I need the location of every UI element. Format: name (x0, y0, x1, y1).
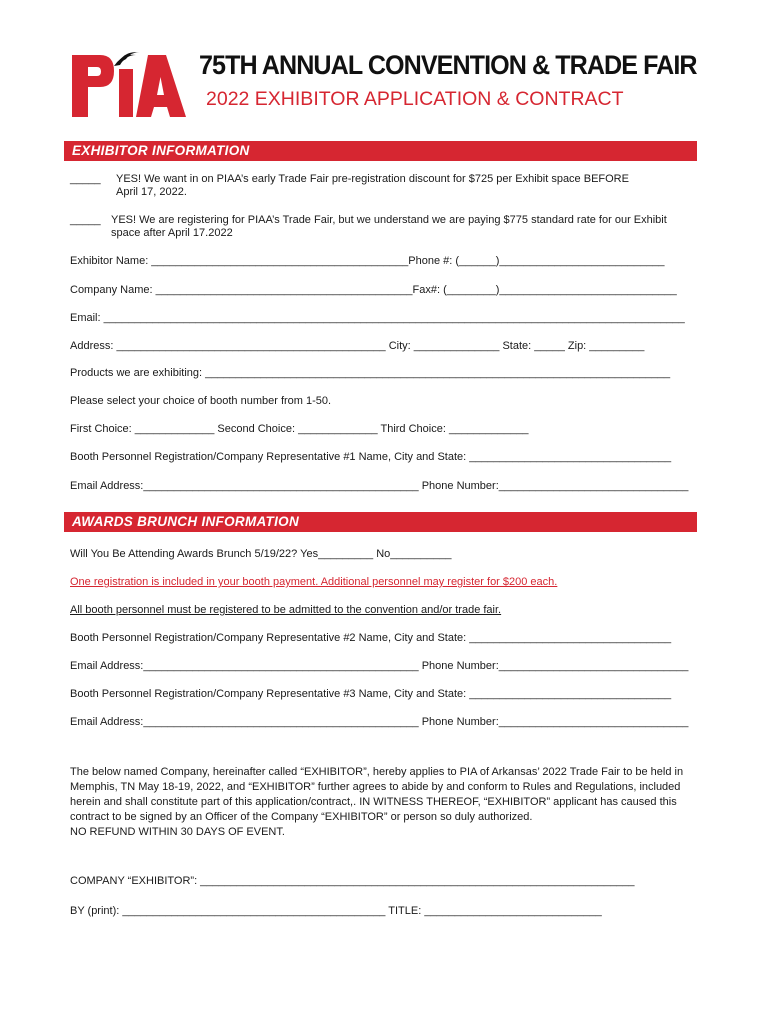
company-name-field[interactable]: Company Name: __________________________________________Fax#: (________)_____________________________ (70, 284, 677, 296)
products-field[interactable]: Products we are exhibiting: ____________________________________________________________________________ (70, 367, 671, 379)
exhibitor-name-field[interactable]: Exhibitor Name: __________________________________________Phone #: (______)___________________________ (70, 255, 665, 267)
rep1-email-phone-field[interactable]: Email Address:_____________________________________________ Phone Number:_______________________________ (70, 480, 689, 492)
contract-text-line4: contract to be signed by an Officer of the Company “EXHIBITOR” or person so duly authorized. (70, 811, 533, 823)
booth-select-instruction: Please select your choice of booth number from 1-50. (70, 395, 332, 407)
brunch-attending-field[interactable]: Will You Be Attending Awards Brunch 5/19/22? Yes_________ No__________ (70, 548, 452, 560)
option2-checkbox-blank[interactable]: _____ (70, 214, 101, 226)
by-print-title-field[interactable]: BY (print): ___________________________________________ TITLE: _____________________________ (70, 905, 602, 917)
page-title: 75TH ANNUAL CONVENTION & TRADE FAIR (199, 50, 697, 80)
personnel-note: All booth personnel must be registered to be admitted to the convention and/or trade fair. (70, 604, 502, 616)
refund-notice: NO REFUND WITHIN 30 DAYS OF EVENT. (70, 826, 285, 838)
rep1-name-field[interactable]: Booth Personnel Registration/Company Representative #1 Name, City and State: _________________________________ (70, 451, 672, 463)
option2-text-line2: space after April 17.2022 (111, 227, 233, 239)
booth-choices-field[interactable]: First Choice: _____________ Second Choice: _____________ Third Choice: _____________ (70, 423, 529, 435)
rep3-name-field[interactable]: Booth Personnel Registration/Company Representative #3 Name, City and State: _________________________________ (70, 688, 672, 700)
pia-logo (70, 47, 188, 120)
address-field[interactable]: Address: ____________________________________________ City: ______________ State: _____ Zip: _________ (70, 340, 645, 352)
option2-text-line1: YES! We are registering for PIAA’s Trade Fair, but we understand we are paying $775 standard rate for our Exhibit (111, 214, 667, 226)
option1-text-line1: YES! We want in on PIAA’s early Trade Fair pre-registration discount for $725 per Exhibit space BEFORE (116, 173, 629, 185)
contract-text-line3: herein and shall constitute part of this application/contract,. IN WITNESS THEREOF, “EXHIBITOR” applicant has caused this (70, 796, 677, 808)
contract-text-line1: The below named Company, hereinafter called “EXHIBITOR”, hereby applies to PIA of Arkansas’ 2022 Trade Fair to be held in (70, 766, 684, 778)
page-subtitle: 2022 EXHIBITOR APPLICATION & CONTRACT (206, 88, 624, 110)
option1-text-line2: April 17, 2022. (116, 186, 187, 198)
company-exhibitor-field[interactable]: COMPANY “EXHIBITOR”: _______________________________________________________________________ (70, 875, 635, 887)
section-header-exhibitor: EXHIBITOR INFORMATION (64, 141, 697, 161)
section-header-awards: AWARDS BRUNCH INFORMATION (64, 512, 697, 532)
registration-note: One registration is included in your booth payment. Additional personnel may register for $200 each. (70, 576, 558, 588)
rep2-email-phone-field[interactable]: Email Address:_____________________________________________ Phone Number:_______________________________ (70, 660, 689, 672)
email-field[interactable]: Email: _______________________________________________________________________________________________ (70, 312, 685, 324)
rep3-email-phone-field[interactable]: Email Address:_____________________________________________ Phone Number:_______________________________ (70, 716, 689, 728)
contract-text-line2: Memphis, TN May 18-19, 2022, and “EXHIBITOR” further agrees to abide by and conform to Rules and Regulations, included (70, 781, 681, 793)
option1-checkbox-blank[interactable]: _____ (70, 173, 101, 185)
rep2-name-field[interactable]: Booth Personnel Registration/Company Representative #2 Name, City and State: _________________________________ (70, 632, 672, 644)
